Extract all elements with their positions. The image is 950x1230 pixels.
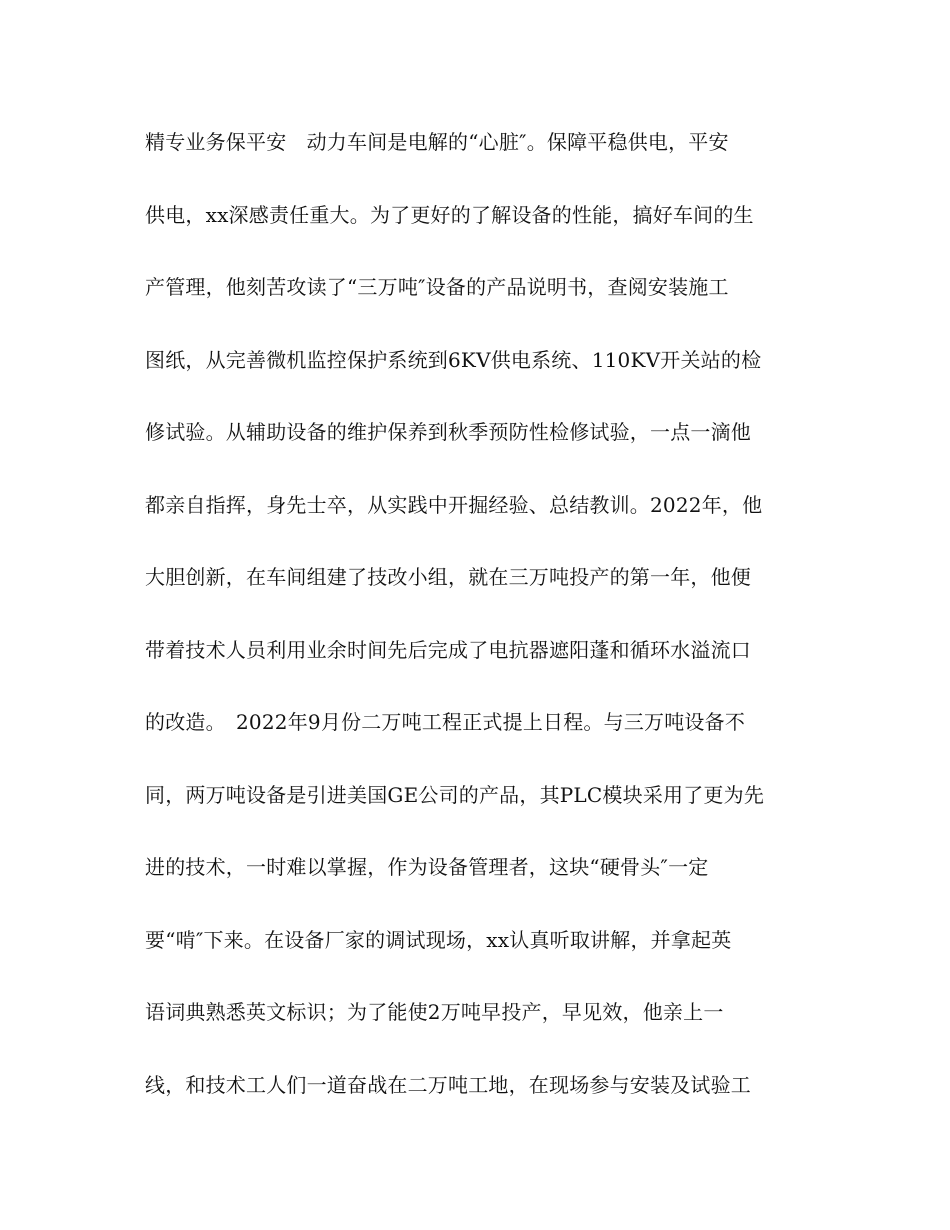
text-line-6: 都亲自指挥，身先士卒，从实践中开掘经验、总结教训。2022年，他 [145,492,763,517]
text-line-13: 语词典熟悉英文标识；为了能使2万吨早投产，早见效，他亲上一 [145,1000,724,1024]
text-line-9: 的改造。 2022年9月份二万吨工程正式提上日程。与三万吨设备不 [145,710,746,734]
body-text [145,120,810,1135]
text-line-4: 图纸，从完善微机监控保护系统到6KV供电系统、110KV开关站的检 [145,347,762,372]
text-line-12: 要“啃″下来。在设备厂家的调试现场，xx认真听取讲解，并拿起英 [145,927,732,952]
text-line-1: 精专业务保平安 动力车间是电解的“心脏″。保障平稳供电，平安 [145,130,729,154]
text-line-5: 修试验。从辅助设备的维护保养到秋季预防性检修试验，一点一滴他 [145,420,751,444]
text-line-11: 进的技术，一时难以掌握，作为设备管理者，这块“硬骨头″一定 [145,855,709,879]
text-line-10: 同，两万吨设备是引进美国GE公司的产品，其PLC模块采用了更为先 [145,782,765,807]
text-line-2: 供电，xx深感责任重大。为了更好的了解设备的性能，搞好车间的生 [145,202,754,227]
text-line-3: 产管理，他刻苦攻读了“三万吨″设备的产品说明书，查阅安装施工 [145,275,729,299]
text-line-14: 线，和技术工人们一道奋战在二万吨工地，在现场参与安装及试验工 [145,1072,751,1097]
text-line-8: 带着技术人员利用业余时间先后完成了电抗器遮阳蓬和循环水溢流口 [145,637,751,662]
text-line-7: 大胆创新，在车间组建了技改小组，就在三万吨投产的第一年，他便 [145,565,751,589]
